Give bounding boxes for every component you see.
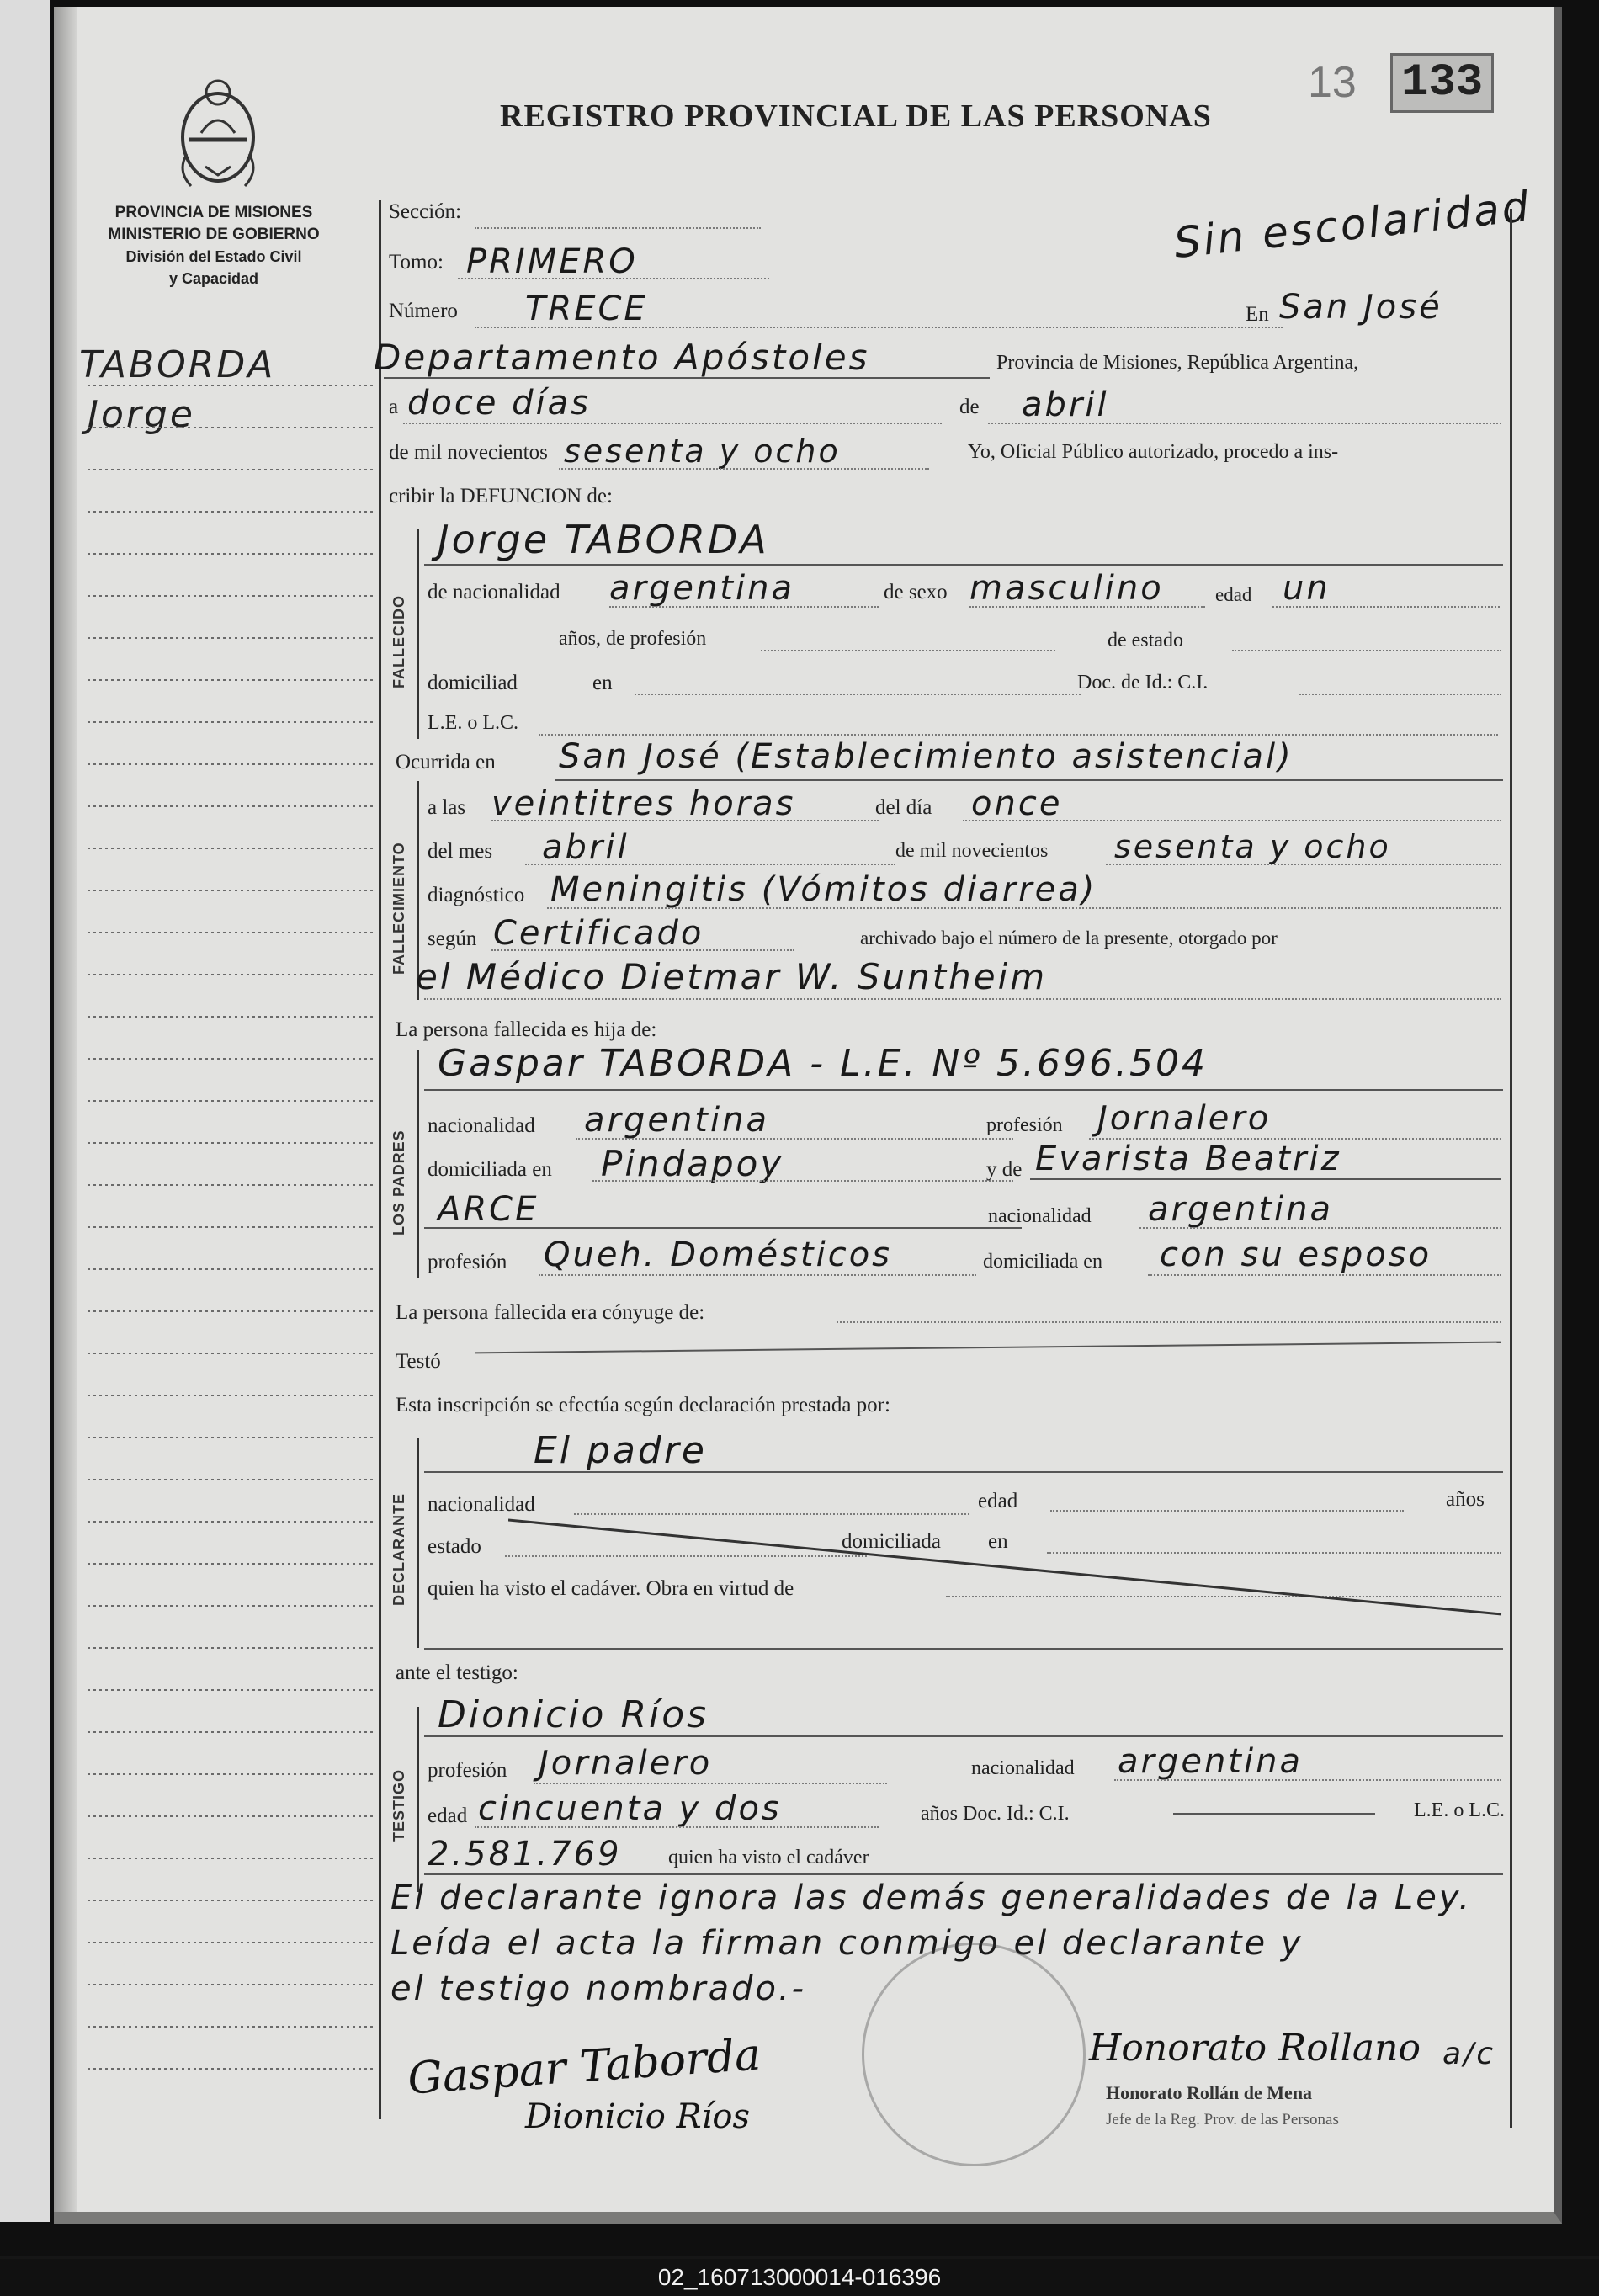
witness-name: Dionicio Ríos: [438, 1693, 709, 1736]
en-label: En: [1246, 303, 1269, 326]
anos-profesion-label: años, de profesión: [559, 628, 707, 650]
day-line: [403, 423, 942, 424]
year-value: sesenta y ocho: [564, 433, 841, 470]
occurrence-place: San José (Establecimiento asistencial): [559, 737, 1294, 776]
closing-note-2: Leída el acta la firman conmigo el declarante y: [390, 1924, 1304, 1963]
en-domicilio-label: en: [592, 672, 613, 694]
declarant-edad-label: edad: [978, 1490, 1018, 1512]
section-padres-label: LOS PADRES: [390, 1129, 407, 1236]
witness-profesion-label: profesión: [428, 1759, 507, 1782]
diagnosis-line: [547, 907, 1501, 909]
month-value: abril: [1022, 385, 1109, 424]
deceased-age: un: [1283, 569, 1331, 608]
issuer-province: PROVINCIA DE MISIONES: [114, 204, 313, 221]
y-de-label: y de: [986, 1158, 1023, 1181]
mother-surname-line: [424, 1227, 1022, 1229]
diagnostico-label: diagnóstico: [428, 884, 525, 906]
conyuge-label: La persona fallecida era cónyuge de:: [396, 1301, 705, 1324]
mother-name-line: [1030, 1178, 1501, 1180]
death-year-line: [1106, 864, 1501, 865]
facing-page-edge: [0, 0, 50, 2222]
del-mes-label: del mes: [428, 840, 493, 863]
province-label: Provincia de Misiones, República Argentina,: [996, 352, 1359, 374]
le-lc-label: L.E. o L.C.: [428, 712, 518, 734]
death-month: abril: [542, 828, 630, 867]
estado-de-label: de estado: [1108, 630, 1183, 651]
domicilio-line: [635, 694, 1081, 695]
father-nationality: argentina: [584, 1101, 769, 1140]
sexo-label: de sexo: [884, 581, 948, 603]
father-domicilio-label: domiciliada en: [428, 1158, 552, 1181]
le-lc-line: [539, 734, 1498, 736]
father-profession: Jornalero: [1097, 1099, 1272, 1138]
witness-document: 2.581.769: [428, 1835, 622, 1873]
del-dia-label: del día: [875, 796, 932, 819]
padres-divider: [417, 1050, 419, 1278]
numero-value: TRECE: [525, 290, 648, 328]
fallecido-divider: [417, 529, 419, 739]
nacionalidad-de-label: de nacionalidad: [428, 581, 560, 603]
mother-profession-line: [539, 1274, 976, 1276]
father-signature: Gaspar Taborda: [406, 2029, 762, 2105]
declarant-anos-label: años: [1446, 1488, 1485, 1511]
issuer-ministry: MINISTERIO DE GOBIERNO: [108, 226, 320, 243]
father-name: Gaspar TABORDA - L.E. Nº 5.696.504: [438, 1042, 1208, 1085]
register-page: [54, 7, 1562, 2224]
certificate-value: Certificado: [493, 914, 704, 953]
witness-cadaver-text: quien ha visto el cadáver: [668, 1847, 869, 1868]
father-residence-line: [592, 1180, 1013, 1182]
mother-nacionalidad-label: nacionalidad: [988, 1205, 1092, 1227]
yo-oficial-text: Yo, Oficial Público autorizado, procedo a ins-: [968, 441, 1339, 463]
doctor-value: el Médico Dietmar W. Suntheim: [416, 956, 1048, 997]
register-title: REGISTRO PROVINCIAL DE LAS PERSONAS: [500, 98, 1212, 134]
official-ac: a/c: [1442, 2037, 1495, 2071]
witness-doc-label: años Doc. Id.: C.I.: [921, 1803, 1070, 1825]
hour-line: [491, 820, 879, 821]
official-name-stamp: Honorato Rollán de Mena: [1106, 2082, 1313, 2103]
issuer-division: División del Estado Civil: [125, 248, 302, 265]
testo-strike-line: [475, 1342, 1501, 1354]
official-title-stamp: Jefe de la Reg. Prov. de las Personas: [1106, 2111, 1339, 2129]
deceased-sex: masculino: [969, 569, 1164, 608]
margin-given-name: Jorge: [88, 393, 195, 436]
cadaver-text: quien ha visto el cadáver. Obra en virtud de: [428, 1577, 794, 1600]
witness-profession: Jornalero: [539, 1744, 713, 1783]
witness-ci-line: [1173, 1813, 1375, 1815]
tomo-value: PRIMERO: [466, 242, 638, 281]
witness-name-line: [424, 1735, 1503, 1737]
death-day: once: [971, 784, 1063, 823]
mother-residence-line: [1148, 1274, 1501, 1276]
deceased-age-line: [1272, 606, 1500, 608]
image-code-footer: 02_160713000014-016396: [0, 2259, 1599, 2296]
official-signature: Honorato Rollano: [1089, 2027, 1421, 2070]
page-gutter: [54, 7, 77, 2212]
profesion-line: [761, 650, 1055, 651]
mother-domicilio-label: domiciliada en: [983, 1251, 1102, 1273]
occurrence-line: [555, 779, 1503, 781]
section-declarante-label: DECLARANTE: [390, 1493, 407, 1606]
official-seal: [862, 1943, 1086, 2166]
department-value: Departamento Apóstoles: [374, 337, 870, 378]
declarante-bottom-line: [424, 1648, 1503, 1650]
closing-note-1: El declarante ignora las demás generalidades de la Ley.: [390, 1879, 1473, 1917]
death-month-line: [525, 864, 895, 865]
mother-profesion-label: profesión: [428, 1251, 507, 1273]
mother-surname: ARCE: [438, 1190, 539, 1229]
diagnosis-value: Meningitis (Vómitos diarrea): [550, 870, 1097, 909]
declarant-en-label: en: [988, 1530, 1008, 1553]
testigo-divider: [417, 1707, 419, 1892]
declarant-value: El padre: [534, 1429, 707, 1472]
deceased-nationality: argentina: [609, 569, 794, 608]
section-fallecido-label: FALLECIDO: [390, 595, 407, 688]
closing-note-3: el testigo nombrado.-: [390, 1969, 807, 2008]
section-fallecimiento-label: FALLECIMIENTO: [390, 842, 407, 975]
day-value: doce días: [407, 384, 592, 423]
witness-profession-line: [534, 1783, 887, 1784]
right-border: [1510, 209, 1512, 2128]
conyuge-line: [837, 1321, 1501, 1323]
a-las-label: a las: [428, 796, 466, 819]
declarante-strike-line: [508, 1513, 1518, 1623]
witness-age: cincuenta y dos: [478, 1789, 782, 1828]
witness-nacionalidad-label: nacionalidad: [971, 1757, 1075, 1779]
declarant-domiciliada-label: domiciliada: [842, 1530, 942, 1553]
year-line: [559, 468, 929, 470]
father-nationality-line: [576, 1138, 1013, 1140]
hija-de-label: La persona fallecida es hija de:: [396, 1018, 657, 1041]
act-number-badge: 133: [1390, 53, 1494, 113]
mother-nationality-line: [1139, 1227, 1501, 1229]
death-hour: veintitres horas: [491, 784, 796, 823]
testigo-bottom-line: [424, 1873, 1503, 1875]
father-nacionalidad-label: nacionalidad: [428, 1114, 535, 1137]
deceased-name: Jorge TABORDA: [438, 517, 769, 562]
father-profesion-label: profesión: [986, 1114, 1063, 1136]
father-name-line: [424, 1089, 1503, 1091]
column-divider: [379, 200, 381, 2119]
archivado-text: archivado bajo el número de la presente, otorgado por: [860, 927, 1278, 949]
declaracion-text: Esta inscripción se efectúa según declaración prestada por:: [396, 1394, 890, 1416]
numero-label: Número: [389, 300, 458, 322]
estado-line: [1232, 650, 1501, 651]
declarante-divider: [417, 1438, 419, 1648]
margin-annotation: Sin escolaridad: [1171, 181, 1534, 268]
ocurrida-label: Ocurrida en: [396, 751, 496, 773]
tomo-line: [458, 278, 769, 279]
a-label: a: [389, 396, 399, 418]
mother-nationality: argentina: [1148, 1190, 1333, 1229]
doctor-line: [424, 998, 1501, 1000]
de-mil-label: de mil novecientos: [389, 441, 548, 464]
section-testigo-label: TESTIGO: [390, 1768, 407, 1842]
declarant-estado-label: estado: [428, 1535, 481, 1558]
death-day-line: [963, 820, 1501, 821]
domiciliad-label: domiciliad: [428, 672, 518, 694]
mother-name: Evarista Beatriz: [1035, 1140, 1341, 1178]
month-line: [988, 423, 1501, 424]
segun-label: según: [428, 927, 477, 950]
coat-of-arms-icon: [172, 74, 264, 192]
de-label: de: [959, 396, 980, 418]
margin-ruled-lines: [88, 377, 382, 2145]
margin-surname: TABORDA: [79, 343, 276, 386]
mother-profession: Queh. Domésticos: [544, 1236, 893, 1274]
declarant-nacionalidad-label: nacionalidad: [428, 1493, 535, 1516]
department-line: [384, 377, 990, 379]
doc-id-line: [1299, 694, 1501, 695]
witness-nationality: argentina: [1118, 1742, 1303, 1781]
declarant-line: [424, 1471, 1503, 1473]
certificate-line: [491, 949, 794, 951]
seccion-line: [475, 227, 761, 229]
edad-label: edad: [1215, 584, 1252, 605]
witness-nationality-line: [1114, 1779, 1501, 1781]
seccion-label: Sección:: [389, 200, 462, 223]
witness-signature: Dionicio Ríos: [525, 2097, 751, 2136]
witness-le-lc-label: L.E. o L.C.: [1414, 1799, 1505, 1821]
father-residence: Pindapoy: [601, 1143, 784, 1184]
deceased-name-line: [424, 564, 1503, 566]
deceased-nationality-line: [609, 606, 879, 608]
folio-number: 13: [1308, 58, 1357, 107]
tomo-label: Tomo:: [389, 251, 444, 274]
ante-testigo-label: ante el testigo:: [396, 1661, 518, 1684]
numero-line: [475, 327, 1283, 328]
witness-edad-label: edad: [428, 1804, 468, 1827]
place-value: San José: [1279, 288, 1442, 327]
testo-label: Testó: [396, 1350, 441, 1373]
death-year: sesenta y ocho: [1114, 828, 1391, 865]
issuer-block: [88, 202, 340, 290]
issuer-capacity: y Capacidad: [168, 270, 259, 287]
witness-age-line: [475, 1826, 879, 1828]
doc-id-label: Doc. de Id.: C.I.: [1077, 672, 1209, 694]
deceased-sex-line: [969, 606, 1205, 608]
mother-residence: con su esposo: [1160, 1236, 1432, 1274]
cribir-text: cribir la DEFUNCION de:: [389, 485, 613, 508]
de-mil2-label: de mil novecientos: [895, 840, 1049, 862]
declarant-age-line: [1050, 1510, 1404, 1512]
